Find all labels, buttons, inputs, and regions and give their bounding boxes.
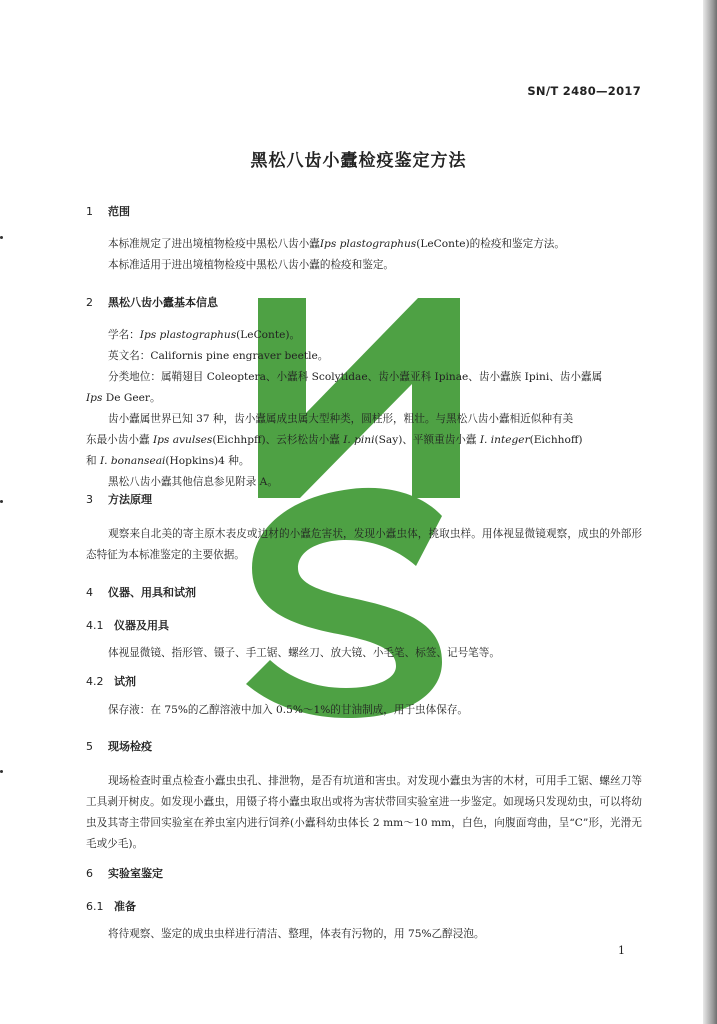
- section-2-body: [86, 325, 642, 493]
- taxonomy-genus-author: De Geer。: [102, 392, 161, 404]
- subsection-number: 6.1: [86, 900, 104, 913]
- section-number: 3: [86, 493, 93, 506]
- section-4-2-heading: [86, 673, 136, 689]
- scientific-name: Ips plastographus: [319, 238, 417, 250]
- species-name: I. pini: [343, 434, 375, 446]
- subsection-number: 4.1: [86, 619, 104, 632]
- field-inspection-text: 现场检查时重点检查小蠹虫虫孔、排泄物，是否有坑道和害虫。对发现小蠹虫为害的木材，可用手工锯、螺丝刀等工具剥开树皮。如发现小蠹虫，用镊子将小蠹虫取出或将为害状带回实验室进一步鉴定。如现场只发现幼虫，可以将幼虫及其寄主带回实验室在养虫室内进行饲养(小蠹科幼虫体长 2 mm～10 mm，白色，向腹面弯曲，呈“C”形，光滑无毛或少毛)。: [86, 775, 642, 850]
- section-title: 现场检疫: [108, 740, 152, 753]
- scientific-name-label: 学名：: [108, 329, 140, 341]
- scientific-name: Ips plastographus: [139, 329, 237, 341]
- appendix-reference: 黑松八齿小蠹其他信息参见附录 A。: [108, 476, 278, 488]
- method-principle-text: 观察来自北美的寄主原木表皮或边材的小蠹危害状，发现小蠹虫体，挑取虫样。用体视显微镜观察，成虫的外部形态特征为本标准鉴定的主要依据。: [86, 528, 642, 561]
- scope-text: 本标准规定了进出境植物检疫中黑松八齿小蠹: [108, 238, 320, 250]
- section-3-heading: [86, 491, 152, 507]
- scope-text: (LeConte)的检疫和鉴定方法。: [416, 238, 565, 250]
- section-title: 实验室鉴定: [108, 867, 163, 880]
- section-5-body: [86, 771, 642, 855]
- document-title: 黑松八齿小蠹检疫鉴定方法: [250, 151, 467, 171]
- document-code: SN/T 2480—2017: [527, 84, 641, 98]
- subsection-title: 仪器及用具: [114, 619, 169, 632]
- section-title: 黑松八齿小蠹基本信息: [108, 296, 218, 309]
- section-4-1-body: [86, 643, 642, 664]
- genus-info-text: (Hopkins)4 种。: [165, 455, 250, 467]
- scan-speck: [0, 770, 3, 773]
- genus-info-text: (Eichhpff)、云杉松齿小蠹: [212, 434, 344, 446]
- taxonomy-line-1: 分类地位：属鞘翅目 Coleoptera、小蠹科 Scolytidae、齿小蠹亚科 Ipinae、齿小蠹族 Ipini、齿小蠹属: [108, 371, 603, 383]
- subsection-title: 准备: [114, 900, 136, 913]
- section-title: 方法原理: [108, 493, 152, 506]
- genus-info-text: (Eichhoff): [529, 434, 583, 446]
- genus-info-line-1: 齿小蠹属世界已知 37 种，齿小蠹属成虫属大型种类，圆柱形，粗壮。与黑松八齿小蠹相近似种有美: [108, 413, 574, 425]
- scan-speck: [0, 236, 3, 239]
- section-6-heading: [86, 865, 163, 881]
- taxonomy-genus: Ips: [86, 392, 103, 404]
- scan-speck: [0, 500, 3, 503]
- preparation-text: 将待观察、鉴定的成虫虫样进行清洁、整理，体表有污物的，用 75%乙醇浸泡。: [108, 928, 485, 940]
- section-2-heading: [86, 294, 218, 310]
- section-1-heading: [86, 203, 130, 219]
- watermark-letter-s: [246, 488, 442, 718]
- section-4-2-body: [86, 700, 642, 721]
- section-title: 范围: [108, 205, 130, 218]
- species-name: I. bonanseai: [99, 455, 166, 467]
- section-6-1-heading: [86, 898, 136, 914]
- genus-info-text: 东最小齿小蠹: [86, 434, 153, 446]
- species-name: Ips avulses: [152, 434, 213, 446]
- section-number: 2: [86, 296, 93, 309]
- section-1-body: [86, 234, 642, 276]
- subsection-title: 试剂: [114, 675, 136, 688]
- section-title: 仪器、用具和试剂: [108, 586, 196, 599]
- subsection-number: 4.2: [86, 675, 104, 688]
- section-number: 1: [86, 205, 93, 218]
- species-name: I. integer: [479, 434, 530, 446]
- english-name: 英文名：Californis pine engraver beetle。: [108, 350, 329, 362]
- section-4-heading: [86, 584, 196, 600]
- section-4-1-heading: [86, 617, 169, 633]
- section-6-1-body: [86, 924, 642, 945]
- genus-info-text: (Say)、平额重齿小蠹: [374, 434, 480, 446]
- instruments-text: 体视显微镜、指形管、镊子、手工锯、螺丝刀、放大镜、小毛笔、标签、记号笔等。: [108, 647, 500, 659]
- reagent-text: 保存液：在 75%的乙醇溶液中加入 0.5%～1%的甘油制成，用于虫体保存。: [108, 704, 469, 716]
- section-3-body: [86, 524, 642, 566]
- genus-info-text: 和: [86, 455, 100, 467]
- section-number: 6: [86, 867, 93, 880]
- scientific-name-author: (LeConte)。: [236, 329, 301, 341]
- scope-line-2: 本标准适用于进出境植物检疫中黑松八齿小蠹的检疫和鉴定。: [108, 259, 395, 271]
- section-number: 5: [86, 740, 93, 753]
- section-number: 4: [86, 586, 93, 599]
- section-5-heading: [86, 738, 152, 754]
- scope-line-1: [108, 238, 565, 250]
- page-number: 1: [618, 944, 625, 957]
